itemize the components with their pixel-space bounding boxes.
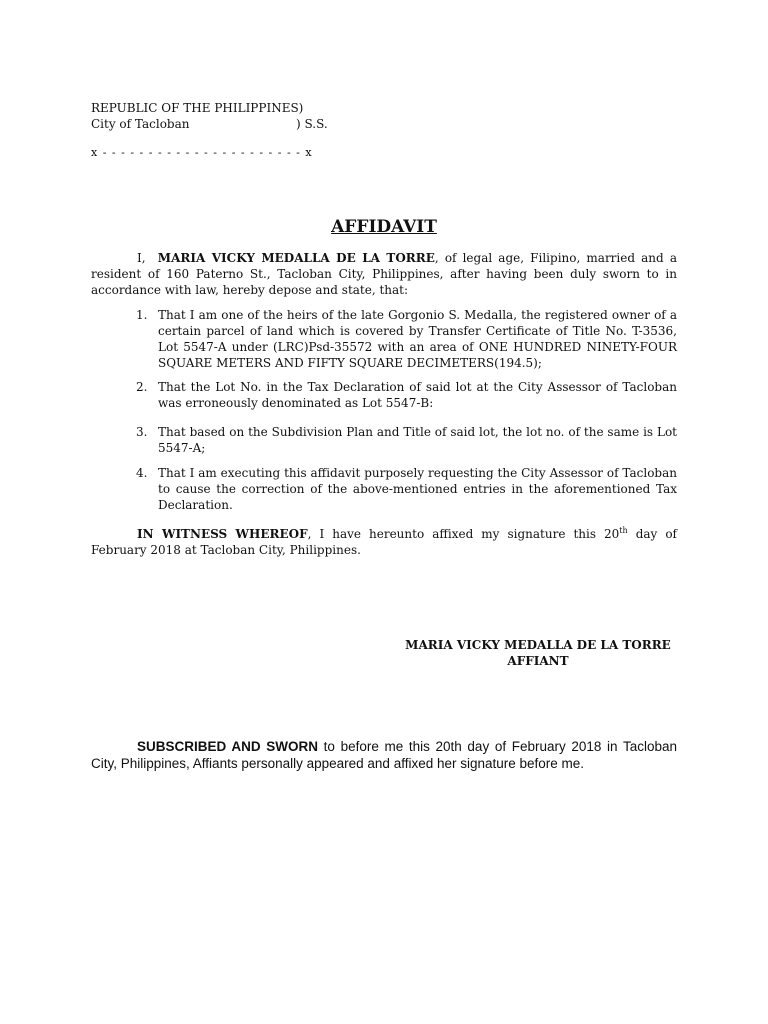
witness-lead: IN WITNESS WHEREOF bbox=[137, 527, 308, 541]
signature-name: MARIA VICKY MEDALLA DE LA TORRE bbox=[405, 638, 671, 652]
signature-role: AFFIANT bbox=[507, 654, 569, 668]
intro-paragraph bbox=[91, 250, 677, 298]
item-number: 2. bbox=[136, 380, 148, 394]
witness-sup: th bbox=[619, 526, 628, 535]
item-number: 3. bbox=[136, 425, 148, 439]
list-item bbox=[136, 307, 677, 371]
witness-text: , I have hereunto affixed my signature this 20 bbox=[307, 527, 620, 541]
intro-text: , of legal age, Filipino, married and a resident of 160 Paterno St., Tacloban City, Philippines, after having been duly sworn to in accordance with law, hereby depose and state, that: bbox=[91, 251, 677, 297]
document-title: AFFIDAVIT bbox=[331, 217, 437, 237]
list-item bbox=[136, 465, 677, 513]
list-item bbox=[136, 424, 677, 456]
item-text: That I am one of the heirs of the late Gorgonio S. Medalla, the registered owner of a certain parcel of land which is covered by Transfer Certificate of Title No. T-3536, Lot 5547-A under (LRC)Psd-35572 with an area of ONE HUNDRED NINETY-FOUR SQUARE METERS AND FIFTY SQUARE DECIMETERS(194.5); bbox=[158, 308, 677, 370]
witness-text-end: day of February 2018 at Tacloban City, Philippines. bbox=[91, 527, 677, 557]
caption-republic: REPUBLIC OF THE PHILIPPINES) bbox=[91, 101, 304, 115]
witness-paragraph bbox=[91, 523, 677, 558]
list-item bbox=[136, 379, 677, 411]
caption-divider: x - - - - - - - - - - - - - - - - - - - - - - x bbox=[91, 146, 313, 159]
affiant-name-intro: MARIA VICKY MEDALLA DE LA TORRE bbox=[157, 251, 435, 265]
item-text: That I am executing this affidavit purposely requesting the City Assessor of Tacloban to cause the correction of the above-mentioned entries in the aforementioned Tax Declaration. bbox=[158, 466, 677, 512]
jurat-text: to before me this 20th day of February 2018 in Tacloban City, Philippines, Affiants personally appeared and affixed her signature before me. bbox=[91, 739, 677, 771]
item-text: That the Lot No. in the Tax Declaration of said lot at the City Assessor of Tacloban was erroneously denominated as Lot 5547-B: bbox=[158, 380, 677, 410]
caption-city: City of Tacloban bbox=[91, 117, 190, 131]
jurat-paragraph bbox=[91, 738, 677, 772]
item-text: That based on the Subdivision Plan and Title of said lot, the lot no. of the same is Lot 5547-A; bbox=[158, 425, 677, 455]
intro-lead: I, bbox=[137, 251, 146, 265]
caption-ss: ) S.S. bbox=[296, 117, 328, 131]
jurat-lead: SUBSCRIBED AND SWORN bbox=[137, 739, 319, 754]
item-number: 1. bbox=[136, 308, 148, 322]
item-number: 4. bbox=[136, 466, 148, 480]
